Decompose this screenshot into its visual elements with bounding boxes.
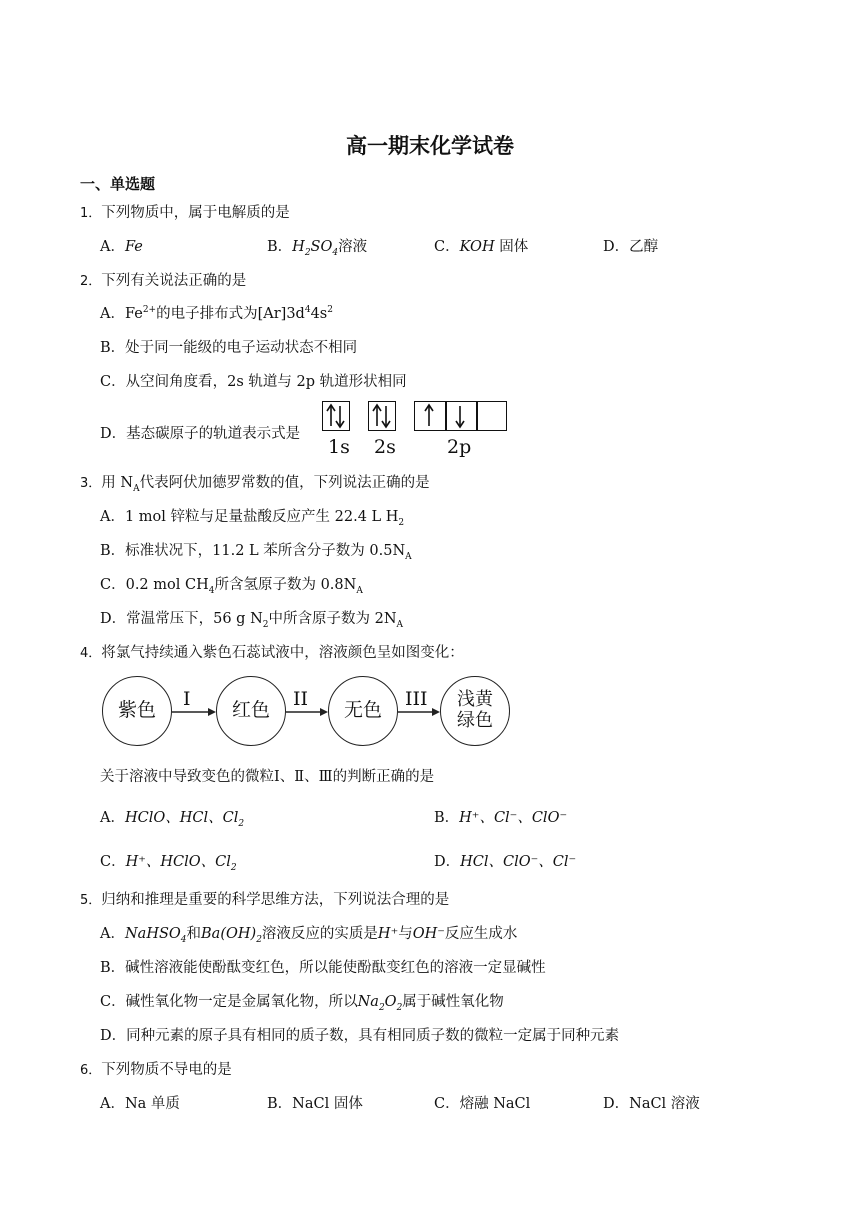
flow-node: 红色	[216, 676, 286, 746]
question-1	[80, 201, 290, 222]
question-number: 1．	[80, 206, 102, 221]
unpaired-arrows-icon	[415, 402, 505, 430]
option-c[interactable]: C．从空间角度看，2s 轨道与 2p 轨道形状相同	[100, 374, 407, 390]
question-stem: 下列有关说法正确的是	[101, 273, 247, 289]
paired-arrows-icon	[323, 402, 349, 430]
flow-label: III	[405, 688, 428, 710]
section-heading: 一、单选题	[80, 175, 156, 193]
option-b[interactable]: B．$H_2SO_4$溶液	[267, 239, 368, 258]
question-4-prompt: 关于溶液中导致变色的微粒Ⅰ、Ⅱ、Ⅲ的判断正确的是	[100, 769, 435, 785]
question-stem: 下列物质中，属于电解质的是	[101, 205, 290, 221]
option-b[interactable]: B．标准状况下，11.2 L 苯所含分子数为 $0.5N_A$	[100, 543, 412, 562]
option-c[interactable]: C．H⁺、HClO、$Cl_2$	[100, 854, 237, 873]
flow-arrows	[0, 676, 860, 756]
orbital-label: 1s	[328, 436, 350, 458]
question-5: 5．归纳和推理是重要的科学思维方法，下列说法合理的是	[80, 892, 450, 908]
option-c[interactable]: C．碱性氧化物一定是金属氧化物，所以$Na_2O_2$属于碱性氧化物	[100, 994, 504, 1013]
page-title: 高一期末化学试卷	[346, 134, 514, 158]
option-d[interactable]: D．同种元素的原子具有相同的质子数，具有相同质子数的微粒一定属于同种元素	[100, 1028, 620, 1044]
option-a[interactable]: A．$Fe^{2+}$的电子排布式为$[Ar]3d^44s^2$	[100, 305, 333, 322]
question-3: 3．用 $N_A$代表阿伏加德罗常数的值，下列说法正确的是	[80, 475, 430, 494]
option-a[interactable]: A．HClO、HCl、$Cl_2$	[100, 810, 245, 829]
flow-label: I	[183, 688, 191, 710]
option-a[interactable]: A．Fe	[100, 239, 143, 255]
option-b[interactable]: B．碱性溶液能使酚酞变红色，所以能使酚酞变红色的溶液一定显碱性	[100, 960, 546, 976]
option-d[interactable]: D．乙醇	[603, 239, 659, 255]
question-6: 6．下列物质不导电的是	[80, 1062, 232, 1078]
option-c[interactable]: C．KOH 固体	[434, 239, 529, 255]
question-2: 2．下列有关说法正确的是	[80, 273, 247, 289]
option-d[interactable]: D．基态碳原子的轨道表示式是	[100, 426, 301, 442]
option-a[interactable]: A．1 mol 锌粒与足量盐酸反应产生 22.4 L $H_2$	[100, 509, 405, 528]
question-4: 4．将氯气持续通入紫色石蕊试液中，溶液颜色呈如图变化：	[80, 645, 464, 661]
option-d[interactable]: D．HCl、ClO⁻、Cl⁻	[434, 854, 577, 870]
orbital-label: 2s	[374, 436, 396, 458]
option-c[interactable]: C．0.2 mol $CH_4$所含氢原子数为 $0.8N_A$	[100, 577, 363, 596]
option-d[interactable]: D．常温常压下，56 g $N_2$中所含原子数为 $2N_A$	[100, 611, 404, 630]
option-c[interactable]: C．熔融 NaCl	[434, 1096, 531, 1112]
flow-node: 无色	[328, 676, 398, 746]
flow-node: 紫色	[102, 676, 172, 746]
flow-node: 浅黄 绿色	[440, 676, 510, 746]
orbital-box-1s	[322, 401, 350, 431]
flow-label: II	[293, 688, 309, 710]
option-b[interactable]: B．处于同一能级的电子运动状态不相同	[100, 340, 358, 356]
option-a[interactable]: A．Na 单质	[100, 1096, 180, 1112]
paired-arrows-icon	[369, 402, 395, 430]
orbital-box-2s	[368, 401, 396, 431]
orbital-box-2p	[414, 401, 507, 431]
option-b[interactable]: B．NaCl 固体	[267, 1096, 363, 1112]
option-a[interactable]: A．NaHSO$_4$和$Ba(OH)_2$溶液反应的实质是H⁺与OH⁻反应生成水	[100, 926, 518, 945]
orbital-label: 2p	[447, 436, 472, 458]
option-d[interactable]: D．NaCl 溶液	[603, 1096, 700, 1112]
option-b[interactable]: B．H⁺、Cl⁻、ClO⁻	[434, 810, 568, 826]
